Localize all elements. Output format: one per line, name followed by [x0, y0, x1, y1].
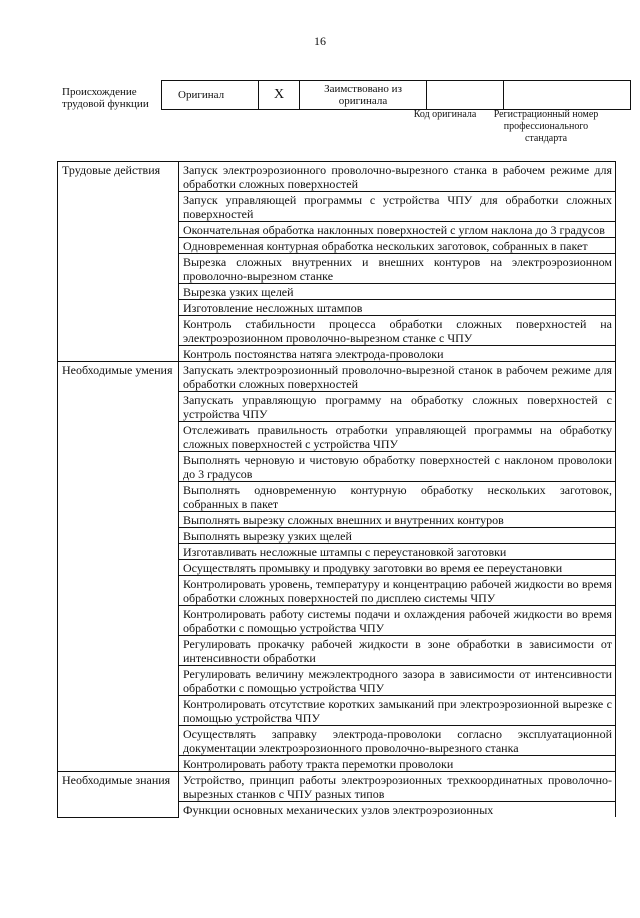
list-item: Изготовление несложных штампов	[179, 300, 616, 316]
list-item: Запуск электроэрозионного проволочно-вырезного станка в рабочем режиме для обработки сложных поверхностей	[179, 162, 616, 192]
list-item: Контролировать работу системы подачи и охлаждения рабочей жидкости во время обработки с помощью устройства ЧПУ	[179, 606, 616, 636]
list-item: Осуществлять заправку электрода-проволоки согласно эксплуатационной документации электроэрозионного проволочно-вырезного станка	[179, 726, 616, 756]
list-item: Функции основных механических узлов электроэрозионных	[179, 802, 616, 818]
section-title: Необходимые умения	[58, 362, 179, 772]
original-label: Оригинал	[162, 81, 259, 110]
list-item: Контролировать уровень, температуру и концентрацию рабочей жидкости во время обработки сложных поверхностей по дисплею системы ЧПУ	[179, 576, 616, 606]
list-item: Выполнять одновременную контурную обработку нескольких заготовок, собранных в пакет	[179, 482, 616, 512]
reg-label: Регистрационный номер профессионального стандарта	[493, 109, 599, 144]
table-row	[58, 362, 616, 392]
list-item: Вырезка узких щелей	[179, 284, 616, 300]
list-item: Выполнять вырезку сложных внешних и внутренних контуров	[179, 512, 616, 528]
list-item: Отслеживать правильность отработки управляющей программы на обработку сложных поверхностей с устройства ЧПУ	[179, 422, 616, 452]
list-item: Осуществлять промывку и продувку заготовки во время ее переустановки	[179, 560, 616, 576]
list-item: Контроль стабильности процесса обработки сложных поверхностей на электроэрозионном проволочно-вырезном станке с ЧПУ	[179, 316, 616, 346]
borrowed-label: Заимствовано из оригинала	[300, 81, 427, 110]
list-item: Выполнять вырезку узких щелей	[179, 528, 616, 544]
list-item: Контролировать отсутствие коротких замыканий при электроэрозионной вырезке с помощью устройства ЧПУ	[179, 696, 616, 726]
list-item: Контролировать работу тракта перемотки проволоки	[179, 756, 616, 772]
list-item: Запуск управляющей программы с устройства ЧПУ для обработки сложных поверхностей	[179, 192, 616, 222]
section-title: Необходимые знания	[58, 772, 179, 818]
list-item: Вырезка сложных внутренних и внешних контуров на электроэрозионном проволочно-вырезном станке	[179, 254, 616, 284]
list-item: Устройство, принцип работы электроэрозионных трехкоординатных проволочно-вырезных станков с ЧПУ разных типов	[179, 772, 616, 802]
table-row	[58, 772, 616, 802]
code-label: Код оригинала	[413, 109, 477, 120]
list-item: Изготавливать несложные штампы с переустановкой заготовки	[179, 544, 616, 560]
origin-label: Происхождение трудовой функции	[62, 86, 149, 110]
table-row	[58, 162, 616, 192]
list-item: Регулировать прокачку рабочей жидкости в зоне обработки в зависимости от интенсивности обработки	[179, 636, 616, 666]
list-item: Окончательная обработка наклонных поверхностей с углом наклона до 3 градусов	[179, 222, 616, 238]
section-title: Трудовые действия	[58, 162, 179, 362]
list-item: Запускать электроэрозионный проволочно-вырезной станок в рабочем режиме для обработки сложных поверхностей	[179, 362, 616, 392]
original-mark: X	[259, 81, 300, 110]
list-item: Запускать управляющую программу на обработку сложных поверхностей с устройства ЧПУ	[179, 392, 616, 422]
list-item: Контроль постоянства натяга электрода-проволоки	[179, 346, 616, 362]
origin-table	[161, 80, 631, 110]
code-cell	[427, 81, 504, 110]
reg-number-cell	[504, 81, 631, 110]
list-item: Одновременная контурная обработка нескольких заготовок, собранных в пакет	[179, 238, 616, 254]
list-item: Регулировать величину межэлектродного зазора в зависимости от интенсивности обработки с помощью устройства ЧПУ	[179, 666, 616, 696]
labor-function-table	[57, 161, 616, 818]
list-item: Выполнять черновую и чистовую обработку поверхностей с наклоном проволоки до 3 градусов	[179, 452, 616, 482]
page-number: 16	[314, 34, 326, 48]
